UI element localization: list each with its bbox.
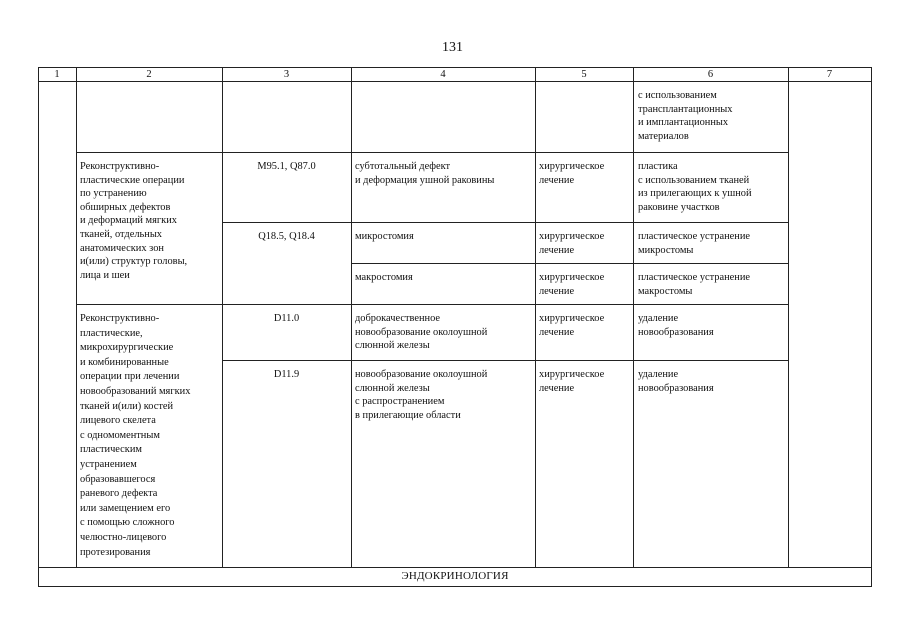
method-cell: удаление новообразования [638, 369, 714, 394]
diagnosis-cell: субтотальный дефект и деформация ушной раковины [355, 161, 495, 186]
column-divider [535, 67, 536, 568]
icd-code-cell: D11.0 [273, 313, 300, 324]
column-number: 3 [283, 69, 290, 80]
treatment-type-cell: хирургическое лечение [539, 272, 605, 297]
column-divider [633, 67, 634, 568]
treatment-type-cell: хирургическое лечение [539, 161, 605, 186]
icd-code-cell: M95.1, Q87.0 [257, 161, 316, 172]
page-number: 131 [442, 40, 463, 55]
column-number: 4 [440, 69, 446, 80]
treatment-type-cell: хирургическое лечение [539, 231, 605, 256]
column-number: 6 [707, 69, 714, 80]
row-divider [222, 360, 789, 361]
treatment-type-cell: хирургическое лечение [539, 313, 605, 338]
column-number: 5 [581, 69, 587, 80]
table-border-left [38, 67, 39, 587]
column-number: 7 [826, 69, 833, 80]
column-divider [788, 67, 789, 568]
column-number: 1 [54, 69, 60, 80]
method-cell: удаление новообразования [638, 313, 714, 338]
column-divider [76, 67, 77, 568]
section-title: ЭНДОКРИНОЛОГИЯ [401, 570, 509, 582]
operation-cell: Реконструктивно- пластические операции по устранению обширных дефектов и деформаций мягких тканей, отдельных анатомических зон и(или) структур головы, лица и шеи [80, 161, 188, 281]
method-cell: пластика с использованием тканей из прилегающих к ушной раковине участков [638, 161, 752, 213]
section-divider [38, 567, 872, 568]
table-border-bottom [38, 586, 872, 587]
column-divider [351, 67, 352, 568]
method-cell: пластическое устранение микростомы [638, 231, 751, 256]
treatment-type-cell: хирургическое лечение [539, 369, 605, 394]
row-divider [222, 222, 789, 223]
icd-code-cell: Q18.5, Q18.4 [258, 231, 315, 242]
row-divider [76, 304, 789, 305]
table-border-right [871, 67, 872, 587]
method-cell: с использованием трансплантационных и имплантационных материалов [638, 90, 733, 142]
column-number: 2 [146, 69, 152, 80]
icd-code-cell: D11.9 [273, 369, 300, 380]
row-divider [76, 152, 789, 153]
diagnosis-cell: доброкачественное новообразование околоушной слюнной железы [355, 313, 488, 352]
row-divider [351, 263, 789, 264]
header-divider [38, 81, 872, 82]
diagnosis-cell: новообразование околоушной слюнной железы с распространением в прилегающие области [355, 369, 488, 421]
diagnosis-cell: микростомия [355, 231, 414, 242]
method-cell: пластическое устранение макростомы [638, 272, 751, 297]
diagnosis-cell: макростомия [355, 272, 413, 283]
operation-cell: Реконструктивно- пластические, микрохирургические и комбинированные операции при лечении новообразований мягких тканей и(или) костей лицевого скелета с одномоментным пластическим устранением образовавшегося раневого дефекта или замещением его с помощью сложного челюстно-лицевого протезирования [80, 313, 191, 558]
